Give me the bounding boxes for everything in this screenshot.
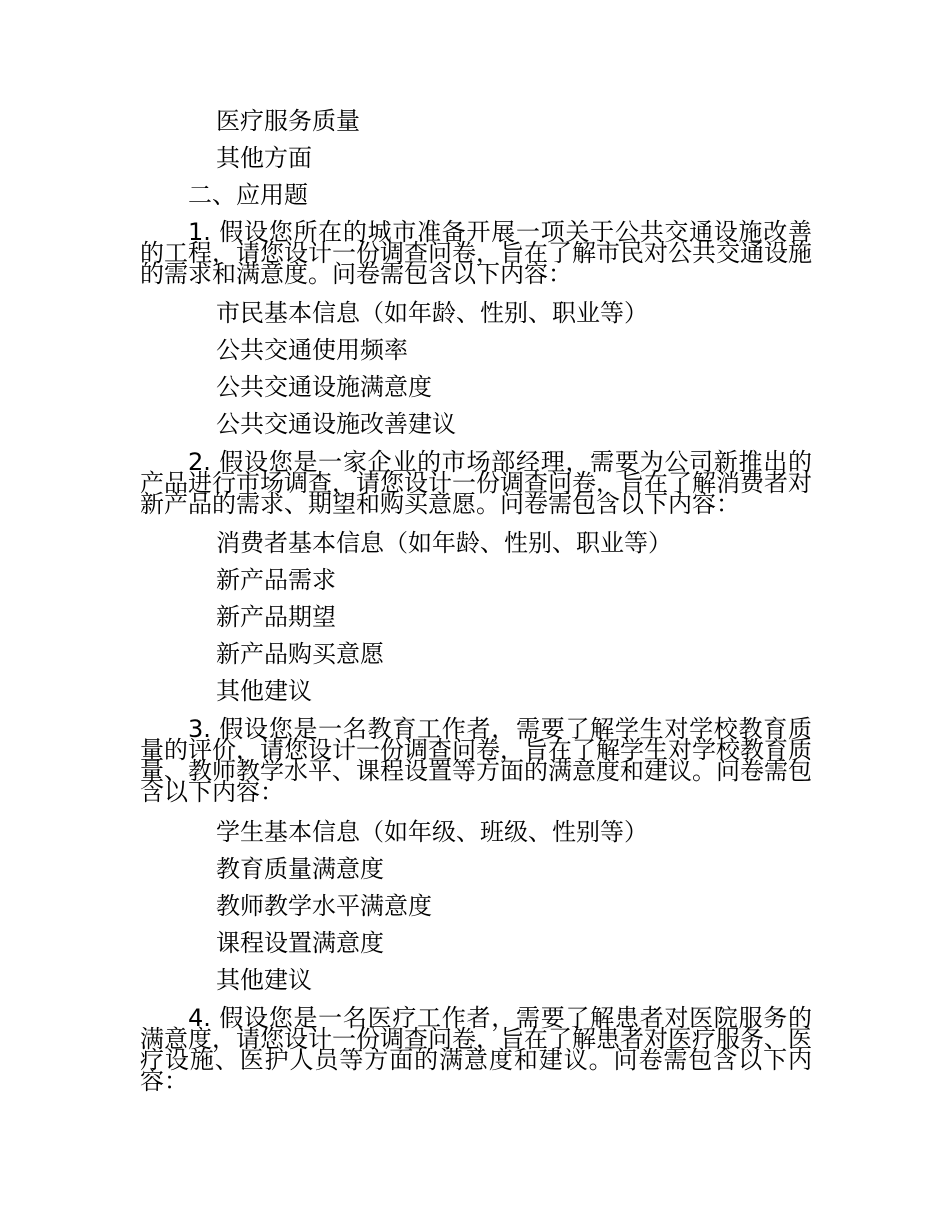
list-item: 新产品期望 — [216, 603, 336, 631]
list-item: 公共交通使用频率 — [216, 336, 408, 364]
list-item: 教育质量满意度 — [216, 855, 384, 883]
list-item: 市民基本信息（如年龄、性别、职业等） — [216, 299, 648, 327]
list-item: 课程设置满意度 — [216, 929, 384, 957]
section-heading: 二、应用题 — [188, 181, 308, 209]
list-item: 其他方面 — [216, 144, 312, 172]
list-item: 公共交通设施改善建议 — [216, 410, 456, 438]
list-item: 其他建议 — [216, 966, 312, 994]
list-item: 新产品购买意愿 — [216, 640, 384, 668]
list-item: 其他建议 — [216, 677, 312, 705]
list-item: 学生基本信息（如年级、班级、性别等） — [216, 818, 648, 846]
list-item: 新产品需求 — [216, 566, 336, 594]
question-4-paragraph: 4. 假设您是一名医疗工作者，需要了解患者对医院服务的满意度，请您设计一份调查问卷，旨在了解患者对医疗服务、医疗设施、医护人员等方面的满意度和建议。问卷需包含以下内容： — [140, 1004, 812, 1095]
list-item: 教师教学水平满意度 — [216, 892, 432, 920]
list-item: 公共交通设施满意度 — [216, 373, 432, 401]
question-3-paragraph: 3. 假设您是一名教育工作者，需要了解学生对学校教育质量的评价，请您设计一份调查问卷，旨在了解学生对学校教育质量、教师教学水平、课程设置等方面的满意度和建议。问卷需包含以下内容： — [140, 715, 812, 806]
list-item: 医疗服务质量 — [216, 107, 360, 135]
list-item: 消费者基本信息（如年龄、性别、职业等） — [216, 529, 672, 557]
question-2-paragraph: 2. 假设您是一家企业的市场部经理，需要为公司新推出的产品进行市场调查，请您设计一份调查问卷，旨在了解消费者对新产品的需求、期望和购买意愿。问卷需包含以下内容： — [140, 448, 812, 518]
question-1-paragraph: 1. 假设您所在的城市准备开展一项关于公共交通设施改善的工程，请您设计一份调查问卷，旨在了解市民对公共交通设施的需求和满意度。问卷需包含以下内容： — [140, 218, 812, 288]
